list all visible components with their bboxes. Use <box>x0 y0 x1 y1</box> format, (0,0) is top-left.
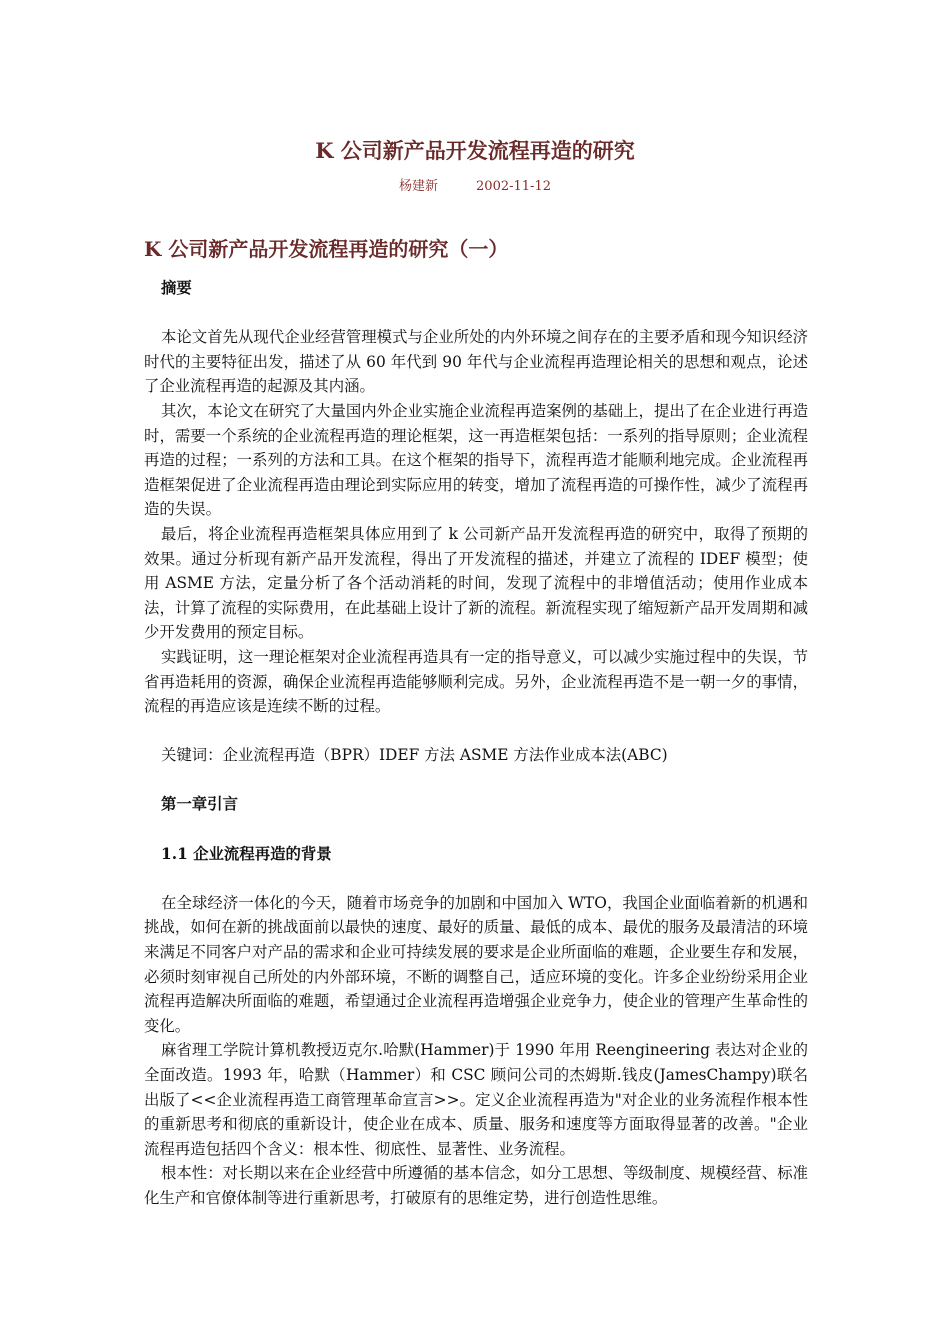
abstract-heading: 摘要 <box>161 279 192 297</box>
abstract-paragraph: 最后，将企业流程再造框架具体应用到了 k 公司新产品开发流程再造的研究中，取得了预期的效果。通过分析现有新产品开发流程，得出了开发流程的描述，并建立了流程的 IDEF 模型；使用 ASME 方法，定量分析了各个活动消耗的时间，发现了流程中的非增值活动；使用作业成本法，计算了流程的实际费用，在此基础上设计了新的流程。新流程实现了缩短新产品开发周期和减少开发费用的预定目标。 <box>144 524 808 642</box>
section-title: K 公司新产品开发流程再造的研究（一） <box>144 237 509 261</box>
spacer <box>144 817 808 842</box>
abstract-paragraph: 其次，本论文在研究了大量国内外企业实施企业流程再造案例的基础上，提出了在企业进行再造时，需要一个系统的企业流程再造的理论框架，这一再造框架包括：一系列的指导原则；企业流程再造的过程；一系列的方法和工具。在这个框架的指导下，流程再造才能顺利地完成。企业流程再造框架促进了企业流程再造由理论到实际应用的转变，增加了流程再造的可操作性，减少了流程再造的失误。 <box>144 401 808 519</box>
document-title: K 公司新产品开发流程再造的研究 <box>315 138 635 163</box>
author-name: 杨建新 <box>399 179 439 194</box>
abstract-paragraph: 本论文首先从现代企业经营管理模式与企业所处的内外环境之间存在的主要矛盾和现今知识经济时代的主要特征出发，描述了从 60 年代到 90 年代与企业流程再造理论相关的思想和观点，论述了企业流程再造的起源及其内涵。 <box>144 328 808 396</box>
byline <box>0 178 950 196</box>
body-paragraph: 在全球经济一体化的今天，随着市场竞争的加剧和中国加入 WTO，我国企业面临着新的机遇和挑战，如何在新的挑战面前以最快的速度、最好的质量、最低的成本、最优的服务及最清洁的环境来满足不同客户对产品的需求和企业可持续发展的要求是企业所面临的难题，企业要生存和发展，必须时刻审视自己所处的内外部环境，不断的调整自己，适应环境的变化。许多企业纷纷采用企业流程再造解决所面临的难题，希望通过企业流程再造增强企业竞争力，使企业的管理产生革命性的变化。 <box>144 893 808 1035</box>
chapter-heading: 第一章引言 <box>161 795 238 814</box>
body-paragraph: 麻省理工学院计算机教授迈克尔.哈默(Hammer)于 1990 年用 Reengineering 表达对企业的全面改造。1993 年，哈默（Hammer）和 CSC 顾问公司的杰姆斯.钱皮(JamesChampy)联名出版了<<企业流程再造工商管理革命宣言>>。定义企业流程再造为"对企业的业务流程作根本性的重新思考和彻底的重新设计，使企业在成本、质量、服务和速度等方面取得显著的改善。"企业流程再造包括四个含义：根本性、彻底性、显著性、业务流程。 <box>144 1041 808 1158</box>
spacer <box>144 719 808 744</box>
spacer <box>144 301 808 326</box>
publish-date: 2002-11-12 <box>476 179 551 194</box>
keywords: 关键词：企业流程再造（BPR）IDEF 方法 ASME 方法作业成本法(ABC) <box>161 746 668 765</box>
document-body <box>144 276 808 1211</box>
abstract-paragraph: 实践证明，这一理论框架对企业流程再造具有一定的指导意义，可以减少实施过程中的失误，节省再造耗用的资源，确保企业流程再造能够顺利完成。另外，企业流程再造不是一朝一夕的事情，流程的再造应该是连续不断的过程。 <box>144 647 808 716</box>
body-paragraph: 根本性：对长期以来在企业经营中所遵循的基本信念，如分工思想、等级制度、规模经营、标准化生产和官僚体制等进行重新思考，打破原有的思维定势，进行创造性思维。 <box>144 1164 808 1207</box>
subsection-heading: 1.1 企业流程再造的背景 <box>161 844 332 863</box>
spacer <box>144 768 808 793</box>
spacer <box>144 866 808 891</box>
